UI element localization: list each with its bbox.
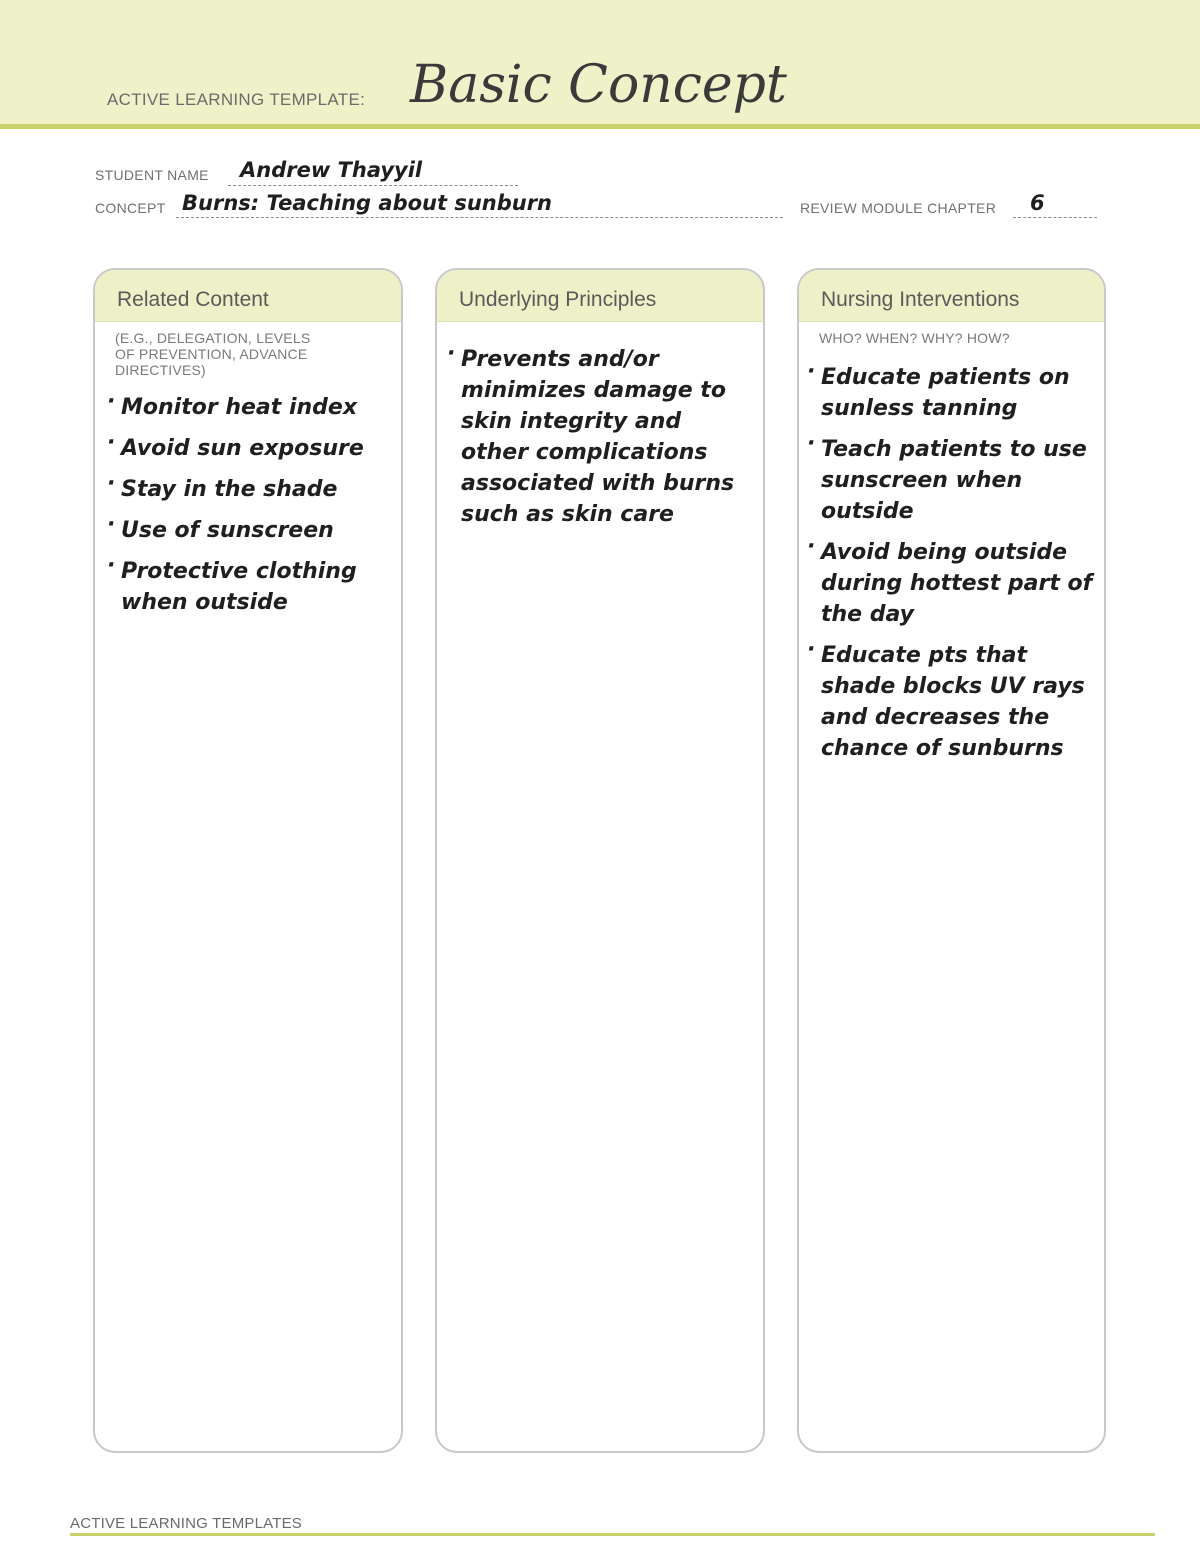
template-label: ACTIVE LEARNING TEMPLATE: [107,90,366,109]
nursing-interventions-heading: Nursing Interventions [799,270,1104,322]
underlying-principles-heading: Underlying Principles [437,270,763,322]
concept-value: Burns: Teaching about sunburn [182,191,553,215]
footer-divider [70,1533,1155,1536]
list-item: · Prevents and/or minimizes damage to skin integrity and other complications associated with burns such as skin care [447,344,749,530]
underlying-principles-column [435,268,765,1453]
underlying-principles-list [447,344,749,530]
concept-line [176,217,783,218]
list-item: · Protective clothing when outside [107,556,391,618]
list-item: · Educate patients on sunless tanning [807,362,1094,424]
list-item: · Teach patients to use sunscreen when outside [807,434,1094,527]
list-item: · Avoid being outside during hottest part of the day [807,537,1094,630]
nursing-interventions-column [797,268,1106,1453]
page-title: Basic Concept [410,55,787,115]
nursing-interventions-subheading: WHO? WHEN? WHY? HOW? [819,330,1010,346]
nursing-interventions-list [807,362,1094,764]
footer-label: ACTIVE LEARNING TEMPLATES [70,1515,302,1532]
list-item: · Avoid sun exposure [107,433,391,464]
list-item: · Educate pts that shade blocks UV rays and decreases the chance of sunburns [807,640,1094,764]
chapter-value: 6 [1030,191,1045,215]
related-content-list [107,392,391,618]
list-item: · Stay in the shade [107,474,391,505]
related-content-column [93,268,403,1453]
related-content-heading: Related Content [95,270,401,322]
chapter-label: REVIEW MODULE CHAPTER [800,200,997,216]
chapter-line [1013,217,1097,218]
student-name-line [228,185,518,186]
student-name-label: STUDENT NAME [95,167,209,183]
list-item: · Use of sunscreen [107,515,391,546]
header-divider [0,124,1200,129]
student-name-value: Andrew Thayyil [240,158,423,182]
related-content-subheading: (E.G., DELEGATION, LEVELS OF PREVENTION, ADVANCE DIRECTIVES) [115,330,311,378]
concept-label: CONCEPT [95,200,166,216]
list-item: · Monitor heat index [107,392,391,423]
